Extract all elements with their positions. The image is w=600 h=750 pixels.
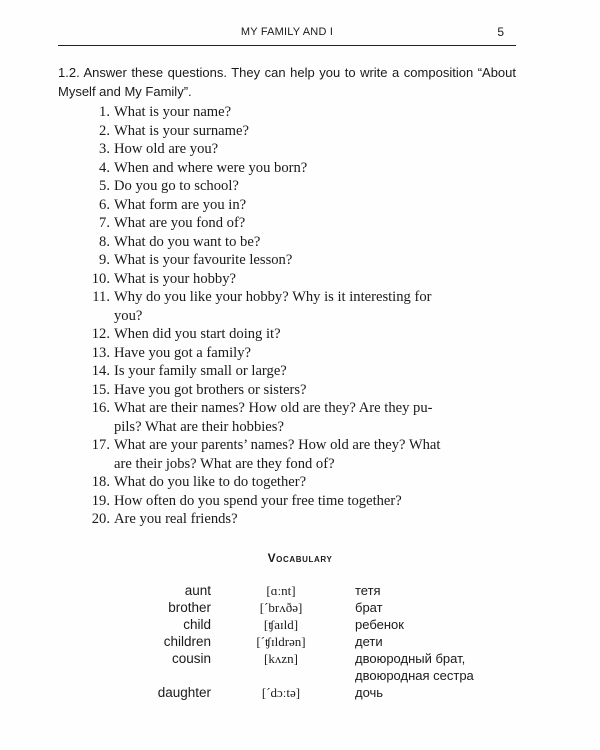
running-title: MY FAMILY AND I [240,26,334,38]
question-text: Why do you like your hobby? Why is it interesting for [114,289,432,305]
question-number: 12. [91,326,110,342]
question-item [78,103,518,122]
question-text: What are your parents’ names? How old are they? What [114,437,441,453]
question-number: 17. [91,437,110,453]
vocabulary-word: brother [168,600,211,615]
question-number: 11. [92,289,110,305]
header-rule [58,45,516,46]
question-item [78,140,518,159]
question-item [78,270,518,289]
question-number: 14. [91,363,110,379]
question-text: When and where were you born? [114,159,308,176]
vocabulary-transcription: [kʌzn] [264,651,298,666]
question-text: What do you want to be? [114,233,261,250]
vocabulary-translation: ребенок [355,617,404,632]
vocabulary-entry [0,617,600,634]
question-item [78,492,518,511]
question-list [78,103,518,529]
vocabulary-translation: двоюродная сестра [355,668,474,683]
question-text: How often do you spend your free time together? [114,492,402,509]
vocabulary-entry [0,600,600,617]
question-item [78,344,518,363]
question-text: Is your family small or large? [114,363,287,379]
question-item [78,399,518,418]
vocabulary-word: aunt [184,583,211,598]
question-number: 4. [99,159,110,176]
question-text: What do you like to do together? [114,474,307,490]
page-number: 5 [497,25,504,39]
question-text: What form are you in? [114,196,247,213]
question-number: 5. [99,178,110,194]
vocabulary-transcription: [ˊdɔːtə] [261,685,301,700]
vocabulary-entry [0,651,600,683]
question-item [78,510,518,529]
vocabulary-translation: двоюродный брат, [355,651,466,666]
question-text: Do you go to school? [114,178,239,194]
vocabulary-transcription: [ˊʧɪldrən] [256,634,306,649]
page-header [58,20,516,42]
task-instruction: 1.2. Answer these questions. They can help you to write a composition “About Myself and My Family”. [58,65,516,99]
question-number: 20. [91,511,110,527]
vocabulary-entry [0,634,600,651]
vocabulary-word: cousin [171,651,211,666]
question-number: 2. [99,122,110,139]
question-number: 18. [91,474,110,490]
question-item [78,122,518,141]
question-text: How old are you? [114,141,219,157]
vocabulary-transcription: [ˊbrʌðə] [259,600,303,615]
question-number: 16. [91,400,110,416]
question-text: What is your name? [114,104,232,120]
question-text: Are you real friends? [114,511,238,527]
question-continuation [78,455,518,474]
vocabulary-heading: Vocabulary [267,551,333,565]
question-continuation [78,307,518,326]
vocabulary-transcription: [ɑːnt] [266,583,296,598]
vocabulary-translation: брат [355,600,383,615]
question-continuation [78,418,518,437]
question-item [78,473,518,492]
question-item [78,177,518,196]
vocabulary-transcription: [ʧaɪld] [263,617,299,632]
question-number: 3. [99,141,110,157]
question-item [78,214,518,233]
vocabulary-translation: дети [355,634,383,649]
question-item [78,381,518,400]
question-item [78,436,518,455]
question-text: When did you start doing it? [114,326,281,342]
question-number: 7. [99,215,110,231]
question-item [78,362,518,381]
vocabulary-entry [0,685,600,702]
question-text: you? [114,307,143,324]
question-item [78,288,518,307]
question-number: 9. [99,252,110,268]
question-item [78,159,518,178]
question-text: What is your surname? [114,122,249,139]
question-number: 1. [99,104,110,120]
vocabulary-word: daughter [157,685,211,700]
question-text: pils? What are their hobbies? [114,418,284,435]
question-number: 10. [91,270,110,287]
question-number: 8. [99,233,110,250]
question-number: 15. [91,381,110,398]
question-item [78,233,518,252]
question-item [78,251,518,270]
question-text: are their jobs? What are they fond of? [114,455,335,472]
vocabulary-word: children [163,634,211,649]
vocabulary-translation: тетя [355,583,381,598]
question-item [78,196,518,215]
question-number: 6. [99,196,110,213]
question-text: Have you got a family? [114,344,251,361]
question-number: 13. [91,344,110,361]
question-text: Have you got brothers or sisters? [114,381,307,398]
vocabulary-translation: дочь [355,685,384,700]
question-text: What are their names? How old are they? Are they pu- [114,400,433,416]
question-number: 19. [91,492,110,509]
vocabulary-word: child [183,617,211,632]
question-item [78,325,518,344]
question-text: What are you fond of? [114,215,246,231]
question-text: What is your favourite lesson? [114,252,293,268]
question-text: What is your hobby? [114,270,236,287]
vocabulary-entry [0,583,600,600]
